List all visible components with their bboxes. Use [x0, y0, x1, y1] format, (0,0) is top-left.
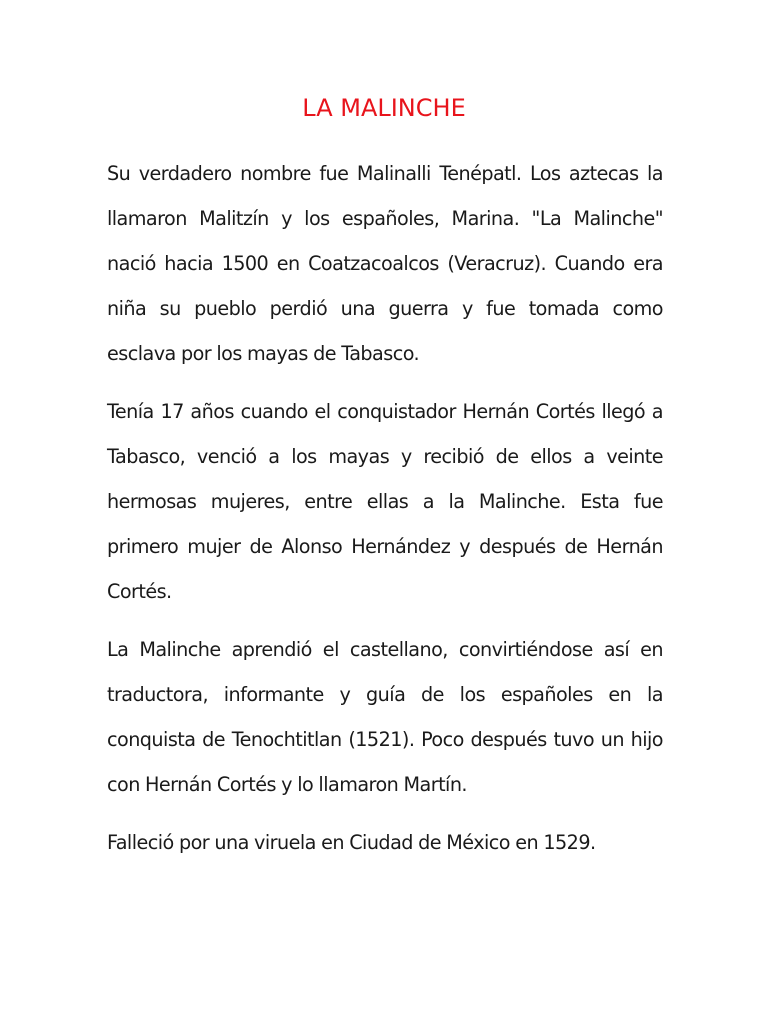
document-body: [107, 151, 663, 878]
paragraph-cortes: Tenía 17 años cuando el conquistador Hernán Cortés llegó a Tabasco, venció a los mayas y recibió de ellos a veinte hermosas mujeres, entre ellas a la Malinche. Esta fue primero mujer de Alonso Hernández y después de Hernán Cortés.: [107, 400, 663, 603]
paragraph-origin: Su verdadero nombre fue Malinalli Tenépatl. Los aztecas la llamaron Malitzín y los españoles, Marina. "La Malinche" nació hacia 1500 en Coatzacoalcos (Veracruz). Cuando era niña su pueblo perdió una guerra y fue tomada como esclava por los mayas de Tabasco.: [107, 162, 663, 365]
paragraph-death: Falleció por una viruela en Ciudad de México en 1529.: [107, 831, 596, 854]
document-title: LA MALINCHE: [302, 94, 466, 122]
paragraph-translator: La Malinche aprendió el castellano, convirtiéndose así en traductora, informante y guía de los españoles en la conquista de Tenochtitlan (1521). Poco después tuvo un hijo con Hernán Cortés y lo llamaron Martín.: [107, 638, 663, 796]
